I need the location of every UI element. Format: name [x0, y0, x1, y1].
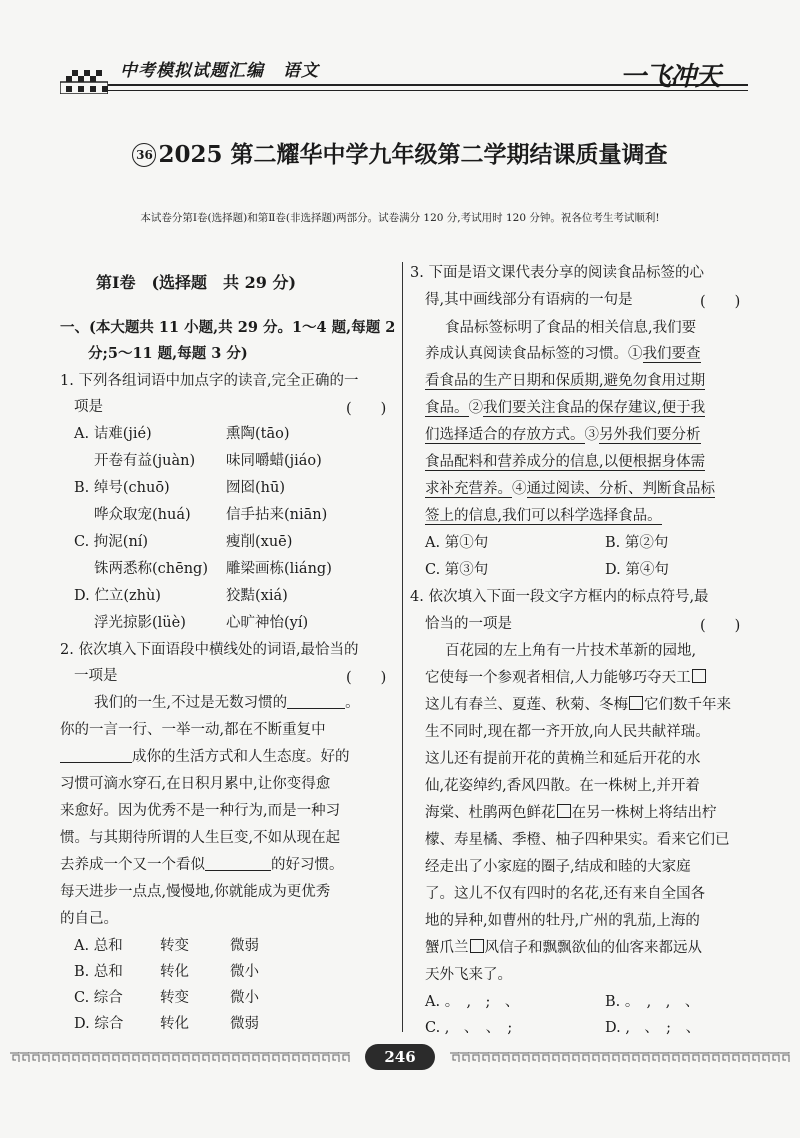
- q1-answer-blank[interactable]: ( ): [346, 401, 387, 417]
- q3-passage-line: 食品标签标明了食品的相关信息,我们要: [445, 320, 697, 336]
- q4-passage-line: 百花园的左上角有一片技术革新的园地,: [445, 643, 697, 659]
- q2-passage-line: [60, 747, 350, 767]
- q3-underlined-sentence: 求补充营养。: [425, 481, 512, 497]
- q1-option-c-word4: 雕梁画栋(liáng): [226, 561, 332, 577]
- q3-stem-2: 得,其中画线部分有语病的一句是: [425, 292, 633, 308]
- q3-underlined-sentence: 通过阅读、分析、判断食品标: [526, 481, 715, 497]
- q1-option-a-word3: 开卷有益(juàn): [94, 453, 196, 469]
- q4-passage-line: 经走出了小家庭的圈子,结成和睦的大家庭: [425, 859, 691, 875]
- q2-option-a-word2: 转变: [160, 938, 189, 954]
- q2-option-b-word2: 转化: [160, 964, 189, 980]
- q4-passage-text: 它使每一个参观者相信,人力能够巧夺天工: [425, 670, 691, 686]
- exam-number-badge: 36: [132, 143, 156, 167]
- q4-passage-text: 风信子和飘飘欲仙的仙客来都远从: [484, 940, 702, 956]
- q3-passage-line: [425, 452, 705, 472]
- q4-passage-text: 在另一株树上将结出柠: [571, 805, 717, 821]
- q4-stem-2: 恰当的一项是: [425, 616, 512, 632]
- exam-title-text: 2025 第二耀华中学九年级第二学期结课质量调查: [158, 141, 668, 168]
- q1-option-d-word4: 心旷神怡(yí): [226, 615, 309, 631]
- q2-passage-line: [94, 693, 360, 713]
- q4-punctuation-box-2[interactable]: [629, 696, 643, 710]
- q2-blank-3[interactable]: [205, 855, 271, 871]
- q2-passage-text: 的好习惯。: [271, 857, 344, 873]
- q4-passage-text: 蟹爪兰: [425, 940, 469, 956]
- q1-option-d: D. 伫立(zhù): [74, 588, 161, 604]
- q3-passage-line: [425, 398, 705, 418]
- q2-passage-text: 去养成一个又一个看似: [60, 857, 205, 873]
- subject-label: 语文: [282, 61, 319, 81]
- q2-stem-1: 2. 依次填入下面语段中横线处的词语,最恰当的: [60, 642, 359, 658]
- part-instruction-1: 一、(本大题共 11 小题,共 29 分。1～4 题,每题 2: [60, 319, 396, 336]
- q3-underlined-sentence: 食品。: [425, 400, 469, 416]
- q3-underlined-sentence: 我们要关注食品的保存建议,便于我: [483, 400, 706, 416]
- q1-option-a-word2: 熏陶(tāo): [226, 426, 290, 442]
- q3-passage-text: ②: [468, 400, 483, 416]
- q1-option-d-word2: 狡黠(xiá): [226, 588, 288, 604]
- q1-option-c-word2: 瘦削(xuē): [226, 534, 293, 550]
- section-title: 第Ⅰ卷 (选择题 共 29 分): [96, 273, 297, 292]
- q2-passage-line: 每天进步一点点,慢慢地,你就能成为更优秀: [60, 884, 331, 900]
- q4-option-d: D. , 、 ; 、: [605, 1020, 701, 1036]
- q2-blank-2[interactable]: [60, 747, 132, 763]
- q3-passage-line: [425, 371, 705, 391]
- q2-option-c-word2: 转变: [160, 990, 189, 1006]
- brand-logo: 一飞冲天: [620, 62, 721, 92]
- q1-option-a: A. 诘难(jié): [74, 426, 152, 442]
- checker-logo: [60, 58, 108, 94]
- q2-passage-text: 我们的一生,不过是无数习惯的: [94, 695, 288, 711]
- q4-passage-line: [425, 695, 731, 715]
- q3-passage-text: ③: [584, 427, 599, 443]
- series-title: 中考模拟试题汇编: [120, 61, 264, 81]
- q2-stem-2: 一项是: [74, 668, 118, 684]
- q3-passage-text: 养成认真阅读食品标签的习惯。①: [425, 346, 643, 362]
- q2-answer-blank[interactable]: ( ): [346, 670, 387, 686]
- page-title: [0, 136, 800, 169]
- exam-instructions: 本试卷分第Ⅰ卷(选择题)和第Ⅱ卷(非选择题)两部分。试卷满分 120 分,考试用时 120 分钟。祝各位考生考试顺利!: [140, 212, 660, 224]
- q4-punctuation-box-4[interactable]: [470, 939, 484, 953]
- q4-passage-line: 这儿还有提前开花的黄桷兰和延后开花的水: [425, 751, 701, 767]
- q3-underlined-sentence: 看食品的生产日期和保质期,避免勿食用过期: [425, 373, 706, 389]
- q4-option-b: B. 。 , , 、: [605, 994, 700, 1010]
- q2-passage-line: 的自己。: [60, 911, 118, 927]
- q4-passage-line: 仙,花姿绰约,香风四散。在一株树上,并开着: [425, 778, 700, 794]
- q4-passage-line: [425, 668, 707, 688]
- q2-option-d: D. 综合: [74, 1016, 124, 1032]
- q4-stem-1: 4. 依次填入下面一段文字方框内的标点符号,最: [410, 589, 709, 605]
- q3-underlined-sentence: 我们要查: [642, 346, 701, 362]
- q4-punctuation-box-3[interactable]: [557, 804, 571, 818]
- q1-option-d-word3: 浮光掠影(lüè): [94, 615, 186, 631]
- q2-option-b: B. 总和: [74, 964, 123, 980]
- q3-passage-line: [425, 425, 701, 445]
- q1-option-b-word3: 哗众取宠(huá): [94, 507, 191, 523]
- q4-option-a: A. 。 , ; 、: [425, 994, 520, 1010]
- q2-option-a: A. 总和: [74, 938, 123, 954]
- q2-passage-line: 你的一言一行、一举一动,都在不断重复中: [60, 722, 326, 738]
- q4-punctuation-box-1[interactable]: [692, 669, 706, 683]
- q3-underlined-sentence: 食品配料和营养成分的信息,以便根据身体需: [425, 454, 706, 470]
- q3-option-b: B. 第②句: [605, 535, 669, 551]
- q3-underlined-sentence: 签上的信息,我们可以科学选择食品。: [425, 508, 662, 524]
- q2-passage-line: 惯。与其期待所谓的人生巨变,不如从现在起: [60, 830, 341, 846]
- column-divider: [402, 262, 403, 1032]
- q2-passage-line: 来愈好。因为优秀不是一种行为,而是一种习: [60, 803, 341, 819]
- q2-option-d-word2: 转化: [160, 1016, 189, 1032]
- page-number: 246: [365, 1044, 435, 1070]
- q1-option-a-word4: 味同嚼蜡(jiáo): [226, 453, 322, 469]
- q2-option-d-word3: 微弱: [230, 1016, 259, 1032]
- q1-option-c-word3: 铢两悉称(chēng): [94, 561, 208, 577]
- q2-passage-line: 习惯可滴水穿石,在日积月累中,让你变得愈: [60, 776, 331, 792]
- q2-option-b-word3: 微小: [230, 964, 259, 980]
- q3-answer-blank[interactable]: ( ): [700, 294, 741, 310]
- q4-passage-text: 海棠、杜鹃两色鲜花: [425, 805, 556, 821]
- q2-blank-1[interactable]: [287, 693, 345, 709]
- q3-passage-line: [425, 506, 662, 526]
- q4-passage-line: [425, 938, 702, 958]
- q1-stem-1: 1. 下列各组词语中加点字的读音,完全正确的一: [60, 373, 359, 389]
- q2-passage-line: [60, 855, 344, 875]
- q3-passage-text: ④: [512, 481, 527, 497]
- q2-passage-text: 。: [345, 695, 360, 711]
- q2-passage-text: 成你的生活方式和人生态度。好的: [132, 749, 350, 765]
- header-title: [120, 56, 331, 81]
- q2-option-a-word3: 微弱: [230, 938, 259, 954]
- q4-passage-line: [425, 803, 717, 823]
- part-instruction-2: 分;5～11 题,每题 3 分): [88, 345, 248, 362]
- q3-option-c: C. 第③句: [425, 562, 489, 578]
- q4-answer-blank[interactable]: ( ): [700, 618, 741, 634]
- q4-passage-line: 檬、寿星橘、季橙、柚子四种果实。看来它们已: [425, 832, 730, 848]
- q1-option-b: B. 绰号(chuō): [74, 480, 170, 496]
- q4-passage-text: 它们数千年来: [644, 697, 731, 713]
- q1-option-c: C. 拘泥(ní): [74, 534, 149, 550]
- q2-option-c-word3: 微小: [230, 990, 259, 1006]
- q4-passage-text: 这儿有春兰、夏莲、秋菊、冬梅: [425, 697, 628, 713]
- q4-passage-line: 地的异种,如曹州的牡丹,广州的乳茄,上海的: [425, 913, 700, 929]
- q4-passage-line: 天外飞来了。: [425, 967, 512, 983]
- q3-stem-1: 3. 下面是语文课代表分享的阅读食品标签的心: [410, 265, 704, 281]
- q4-passage-line: 了。这儿不仅有四时的名花,还有来自全国各: [425, 886, 706, 902]
- q3-option-d: D. 第④句: [605, 562, 669, 578]
- q4-passage-line: 生不同时,现在都一齐开放,向人民共献祥瑞。: [425, 724, 710, 740]
- q1-option-b-word4: 信手拈来(niān): [226, 507, 328, 523]
- q2-option-c: C. 综合: [74, 990, 123, 1006]
- q3-option-a: A. 第①句: [425, 535, 489, 551]
- q3-passage-line: [425, 344, 701, 364]
- q3-underlined-sentence: 们选择适合的存放方式。: [425, 427, 585, 443]
- q3-underlined-sentence: 另外我们要分析: [599, 427, 701, 443]
- q4-option-c: C. , 、 、 ;: [425, 1020, 513, 1036]
- q1-option-b-word2: 囫囵(hū): [226, 480, 285, 496]
- q3-passage-line: [425, 479, 715, 499]
- q1-stem-2: 项是: [74, 399, 103, 415]
